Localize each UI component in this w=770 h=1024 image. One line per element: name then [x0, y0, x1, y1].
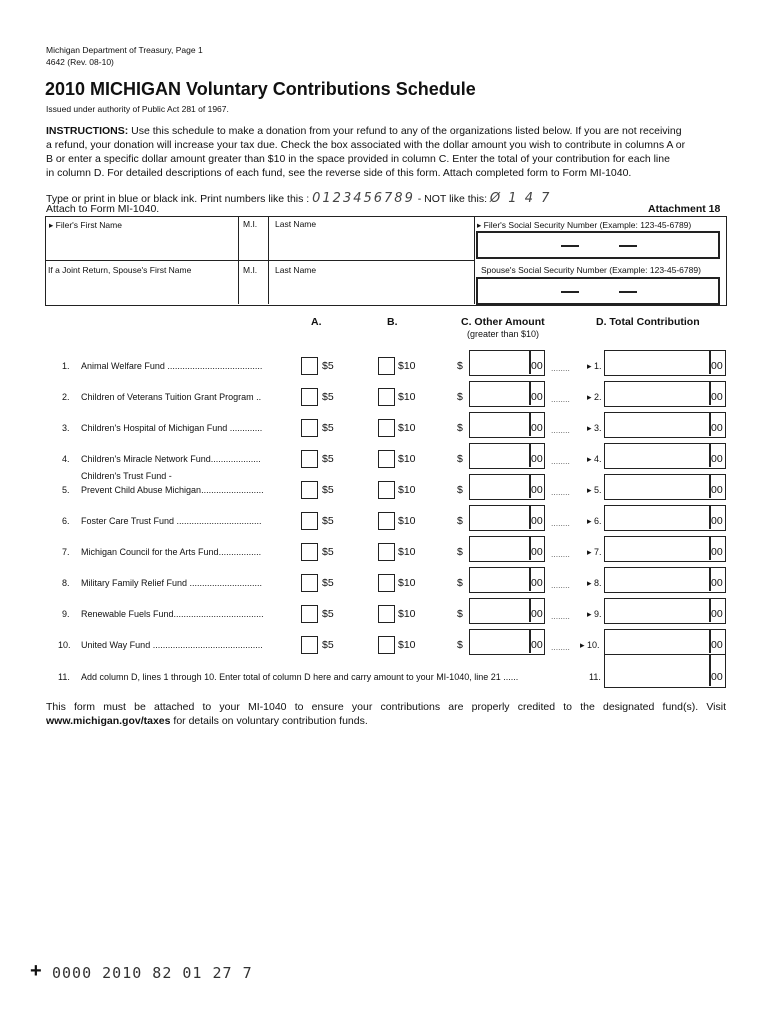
five-dollar-label: $5 [322, 639, 334, 651]
line-number: 4. [62, 454, 70, 464]
five-dollar-checkbox[interactable] [301, 357, 318, 375]
ink-instructions: Type or print in blue or black ink. Print numbers like this : 0123456789 - NOT like this: Ø 1 4 7 [46, 191, 552, 206]
cents-label: 00 [531, 608, 543, 620]
cents-label: 00 [531, 639, 543, 651]
ten-dollar-checkbox[interactable] [378, 357, 395, 375]
fund-name: Children's Hospital of Michigan Fund ............. [81, 423, 263, 433]
dollar-sign: $ [457, 608, 463, 620]
cents-label: 00 [531, 453, 543, 465]
five-dollar-checkbox[interactable] [301, 574, 318, 592]
five-dollar-label: $5 [322, 360, 334, 372]
grand-total-box[interactable] [604, 654, 726, 688]
total-line-text: Add column D, lines 1 through 10. Enter total of column D here and carry amount to your MI-1040, line 21 ...... [81, 672, 519, 682]
line-number: 8. [62, 578, 70, 588]
cents-label: 00 [711, 453, 723, 465]
five-dollar-label: $5 [322, 515, 334, 527]
ten-dollar-checkbox[interactable] [378, 419, 395, 437]
fund-name: Foster Care Trust Fund .................................. [81, 516, 262, 526]
cents-label: 00 [711, 671, 723, 683]
total-line-ref: ▸ 1. [587, 361, 602, 371]
cents-label: 00 [531, 484, 543, 496]
instructions-label: INSTRUCTIONS: [46, 125, 129, 137]
ten-dollar-label: $10 [398, 608, 416, 620]
instructions [46, 124, 736, 180]
ten-dollar-checkbox[interactable] [378, 605, 395, 623]
total-line-ref: ▸ 9. [587, 609, 602, 619]
total-contribution-box[interactable] [604, 505, 726, 531]
spouse-ssn-input[interactable] [476, 277, 720, 305]
line-number: 7. [62, 547, 70, 557]
authority-text: Issued under authority of Public Act 281 of 1967. [46, 104, 229, 114]
total-line-ref: ▸ 8. [587, 578, 602, 588]
spouse-first-name-field[interactable]: If a Joint Return, Spouse's First Name [48, 265, 192, 275]
total-contribution-box[interactable] [604, 474, 726, 500]
column-a-header: A. [311, 316, 322, 328]
fund-name: Children's Trust Fund - [81, 471, 172, 481]
instructions-line: B or enter a specific dollar amount greater than $10 in the space provided in column C. Enter the total of your contribution for each line [46, 153, 670, 165]
dollar-sign: $ [457, 577, 463, 589]
cents-label: 00 [711, 484, 723, 496]
ten-dollar-checkbox[interactable] [378, 574, 395, 592]
line-number: 6. [62, 516, 70, 526]
line-number: 5. [62, 485, 70, 495]
total-contribution-box[interactable] [604, 412, 726, 438]
five-dollar-label: $5 [322, 453, 334, 465]
registration-mark-icon: + [30, 960, 42, 982]
column-d-header: D. Total Contribution [596, 316, 700, 328]
cents-label: 00 [711, 639, 723, 651]
fund-name: Prevent Child Abuse Michigan......................... [81, 485, 264, 495]
cents-label: 00 [531, 360, 543, 372]
fund-name: Michigan Council for the Arts Fund................. [81, 547, 262, 557]
ten-dollar-checkbox[interactable] [378, 636, 395, 654]
five-dollar-label: $5 [322, 391, 334, 403]
total-line-ref: ▸ 7. [587, 547, 602, 557]
fund-name: Renewable Fuels Fund.................................... [81, 609, 264, 619]
cents-label: 00 [531, 515, 543, 527]
five-dollar-label: $5 [322, 577, 334, 589]
total-line-ref: ▸ 6. [587, 516, 602, 526]
total-contribution-box[interactable] [604, 598, 726, 624]
leader-dots: ........ [551, 549, 570, 559]
total-line-ref: ▸ 4. [587, 454, 602, 464]
five-dollar-checkbox[interactable] [301, 450, 318, 468]
ten-dollar-label: $10 [398, 422, 416, 434]
line-number: 9. [62, 609, 70, 619]
spouse-ssn-label: Spouse's Social Security Number (Example: 123-45-6789) [481, 265, 701, 275]
fund-name: Military Family Relief Fund ............................. [81, 578, 263, 588]
line-number: 1. [62, 361, 70, 371]
dollar-sign: $ [457, 546, 463, 558]
column-c-subheader: (greater than $10) [467, 329, 540, 339]
filer-mi-field[interactable]: M.I. [243, 219, 258, 229]
attach-note: Attach to Form MI-1040. [46, 203, 160, 215]
dollar-sign: $ [457, 360, 463, 372]
cents-label: 00 [711, 360, 723, 372]
ten-dollar-label: $10 [398, 453, 416, 465]
ten-dollar-checkbox[interactable] [378, 512, 395, 530]
cents-label: 00 [531, 391, 543, 403]
leader-dots: ........ [551, 611, 570, 621]
ten-dollar-checkbox[interactable] [378, 388, 395, 406]
leader-dots: ........ [551, 394, 570, 404]
cents-label: 00 [711, 391, 723, 403]
total-contribution-box[interactable] [604, 536, 726, 562]
five-dollar-label: $5 [322, 484, 334, 496]
ten-dollar-label: $10 [398, 546, 416, 558]
filer-last-name-field[interactable]: Last Name [275, 219, 317, 229]
five-dollar-checkbox[interactable] [301, 605, 318, 623]
leader-dots: ........ [551, 456, 570, 466]
column-c-header: C. Other Amount [461, 316, 545, 328]
page-title: 2010 MICHIGAN Voluntary Contributions Schedule [45, 79, 476, 99]
ten-dollar-label: $10 [398, 360, 416, 372]
five-dollar-checkbox[interactable] [301, 388, 318, 406]
ten-dollar-checkbox[interactable] [378, 450, 395, 468]
spouse-last-name-field[interactable]: Last Name [275, 265, 317, 275]
total-line-ref: ▸ 2. [587, 392, 602, 402]
leader-dots: ........ [551, 518, 570, 528]
line-number: 2. [62, 392, 70, 402]
taxes-link[interactable]: www.michigan.gov/taxes [46, 715, 171, 727]
filer-ssn-label: ▸ Filer's Social Security Number (Example: 123-45-6789) [477, 220, 692, 230]
total-contribution-box[interactable] [604, 443, 726, 469]
filer-first-name-field[interactable]: ▸ Filer's First Name [49, 220, 122, 230]
five-dollar-label: $5 [322, 546, 334, 558]
ten-dollar-label: $10 [398, 577, 416, 589]
ten-dollar-label: $10 [398, 639, 416, 651]
leader-dots: ........ [551, 425, 570, 435]
dollar-sign: $ [457, 639, 463, 651]
instructions-line: in column D. For detailed descriptions of each fund, see the reverse side of this form. Attach completed form to Form MI-1040. [46, 167, 632, 179]
fund-name: Animal Welfare Fund ...................................... [81, 361, 263, 371]
five-dollar-checkbox[interactable] [301, 512, 318, 530]
total-contribution-box[interactable] [604, 567, 726, 593]
footer-note: This form must be attached to your MI-1040 to ensure your contributions are properly credited to the designated fund(s). Visit www.michigan.gov/taxes for details on voluntary contribution funds. [46, 701, 726, 727]
five-dollar-label: $5 [322, 608, 334, 620]
instructions-line: Use this schedule to make a donation from your refund to any of the organizations listed below. If you are not receiving [131, 125, 682, 137]
five-dollar-checkbox[interactable] [301, 636, 318, 654]
ten-dollar-label: $10 [398, 484, 416, 496]
leader-dots: ........ [551, 580, 570, 590]
leader-dots: ........ [551, 642, 570, 652]
dollar-sign: $ [457, 391, 463, 403]
instructions-line: a refund, your donation will increase your tax due. Check the box associated with the dollar amount you wish to contribute in columns A or [46, 139, 686, 151]
filer-ssn-input[interactable] [476, 231, 720, 259]
five-dollar-checkbox[interactable] [301, 543, 318, 561]
cents-label: 00 [531, 577, 543, 589]
line-number: 10. [58, 640, 71, 650]
form-barcode-number: 0000 2010 82 01 27 7 [52, 964, 253, 982]
cents-label: 00 [531, 546, 543, 558]
cents-label: 00 [711, 546, 723, 558]
cents-label: 00 [711, 577, 723, 589]
dollar-sign: $ [457, 515, 463, 527]
ten-dollar-label: $10 [398, 515, 416, 527]
fund-name: United Way Fund ............................................ [81, 640, 263, 650]
total-line-ref: 11. [589, 672, 601, 682]
spouse-mi-field[interactable]: M.I. [243, 265, 258, 275]
attachment-number: Attachment 18 [648, 203, 721, 215]
line-number: 11. [58, 672, 70, 682]
total-line-ref: ▸ 10. [580, 640, 600, 650]
total-line-ref: ▸ 5. [587, 485, 602, 495]
leader-dots: ........ [551, 363, 570, 373]
ten-dollar-checkbox[interactable] [378, 481, 395, 499]
five-dollar-checkbox[interactable] [301, 419, 318, 437]
five-dollar-label: $5 [322, 422, 334, 434]
total-contribution-box[interactable] [604, 629, 726, 655]
revision-label: 4642 (Rev. 08-10) [46, 57, 114, 67]
column-b-header: B. [387, 316, 398, 328]
ten-dollar-label: $10 [398, 391, 416, 403]
ten-dollar-checkbox[interactable] [378, 543, 395, 561]
cents-label: 00 [711, 422, 723, 434]
five-dollar-checkbox[interactable] [301, 481, 318, 499]
line-number: 3. [62, 423, 70, 433]
cents-label: 00 [711, 515, 723, 527]
total-contribution-box[interactable] [604, 350, 726, 376]
dollar-sign: $ [457, 453, 463, 465]
dollar-sign: $ [457, 422, 463, 434]
total-contribution-box[interactable] [604, 381, 726, 407]
fund-name: Children of Veterans Tuition Grant Program .. [81, 392, 262, 402]
cents-label: 00 [531, 422, 543, 434]
fund-name: Children's Miracle Network Fund.................... [81, 454, 261, 464]
leader-dots: ........ [551, 487, 570, 497]
department-label: Michigan Department of Treasury, Page 1 [46, 45, 203, 55]
cents-label: 00 [711, 608, 723, 620]
total-line-ref: ▸ 3. [587, 423, 602, 433]
dollar-sign: $ [457, 484, 463, 496]
